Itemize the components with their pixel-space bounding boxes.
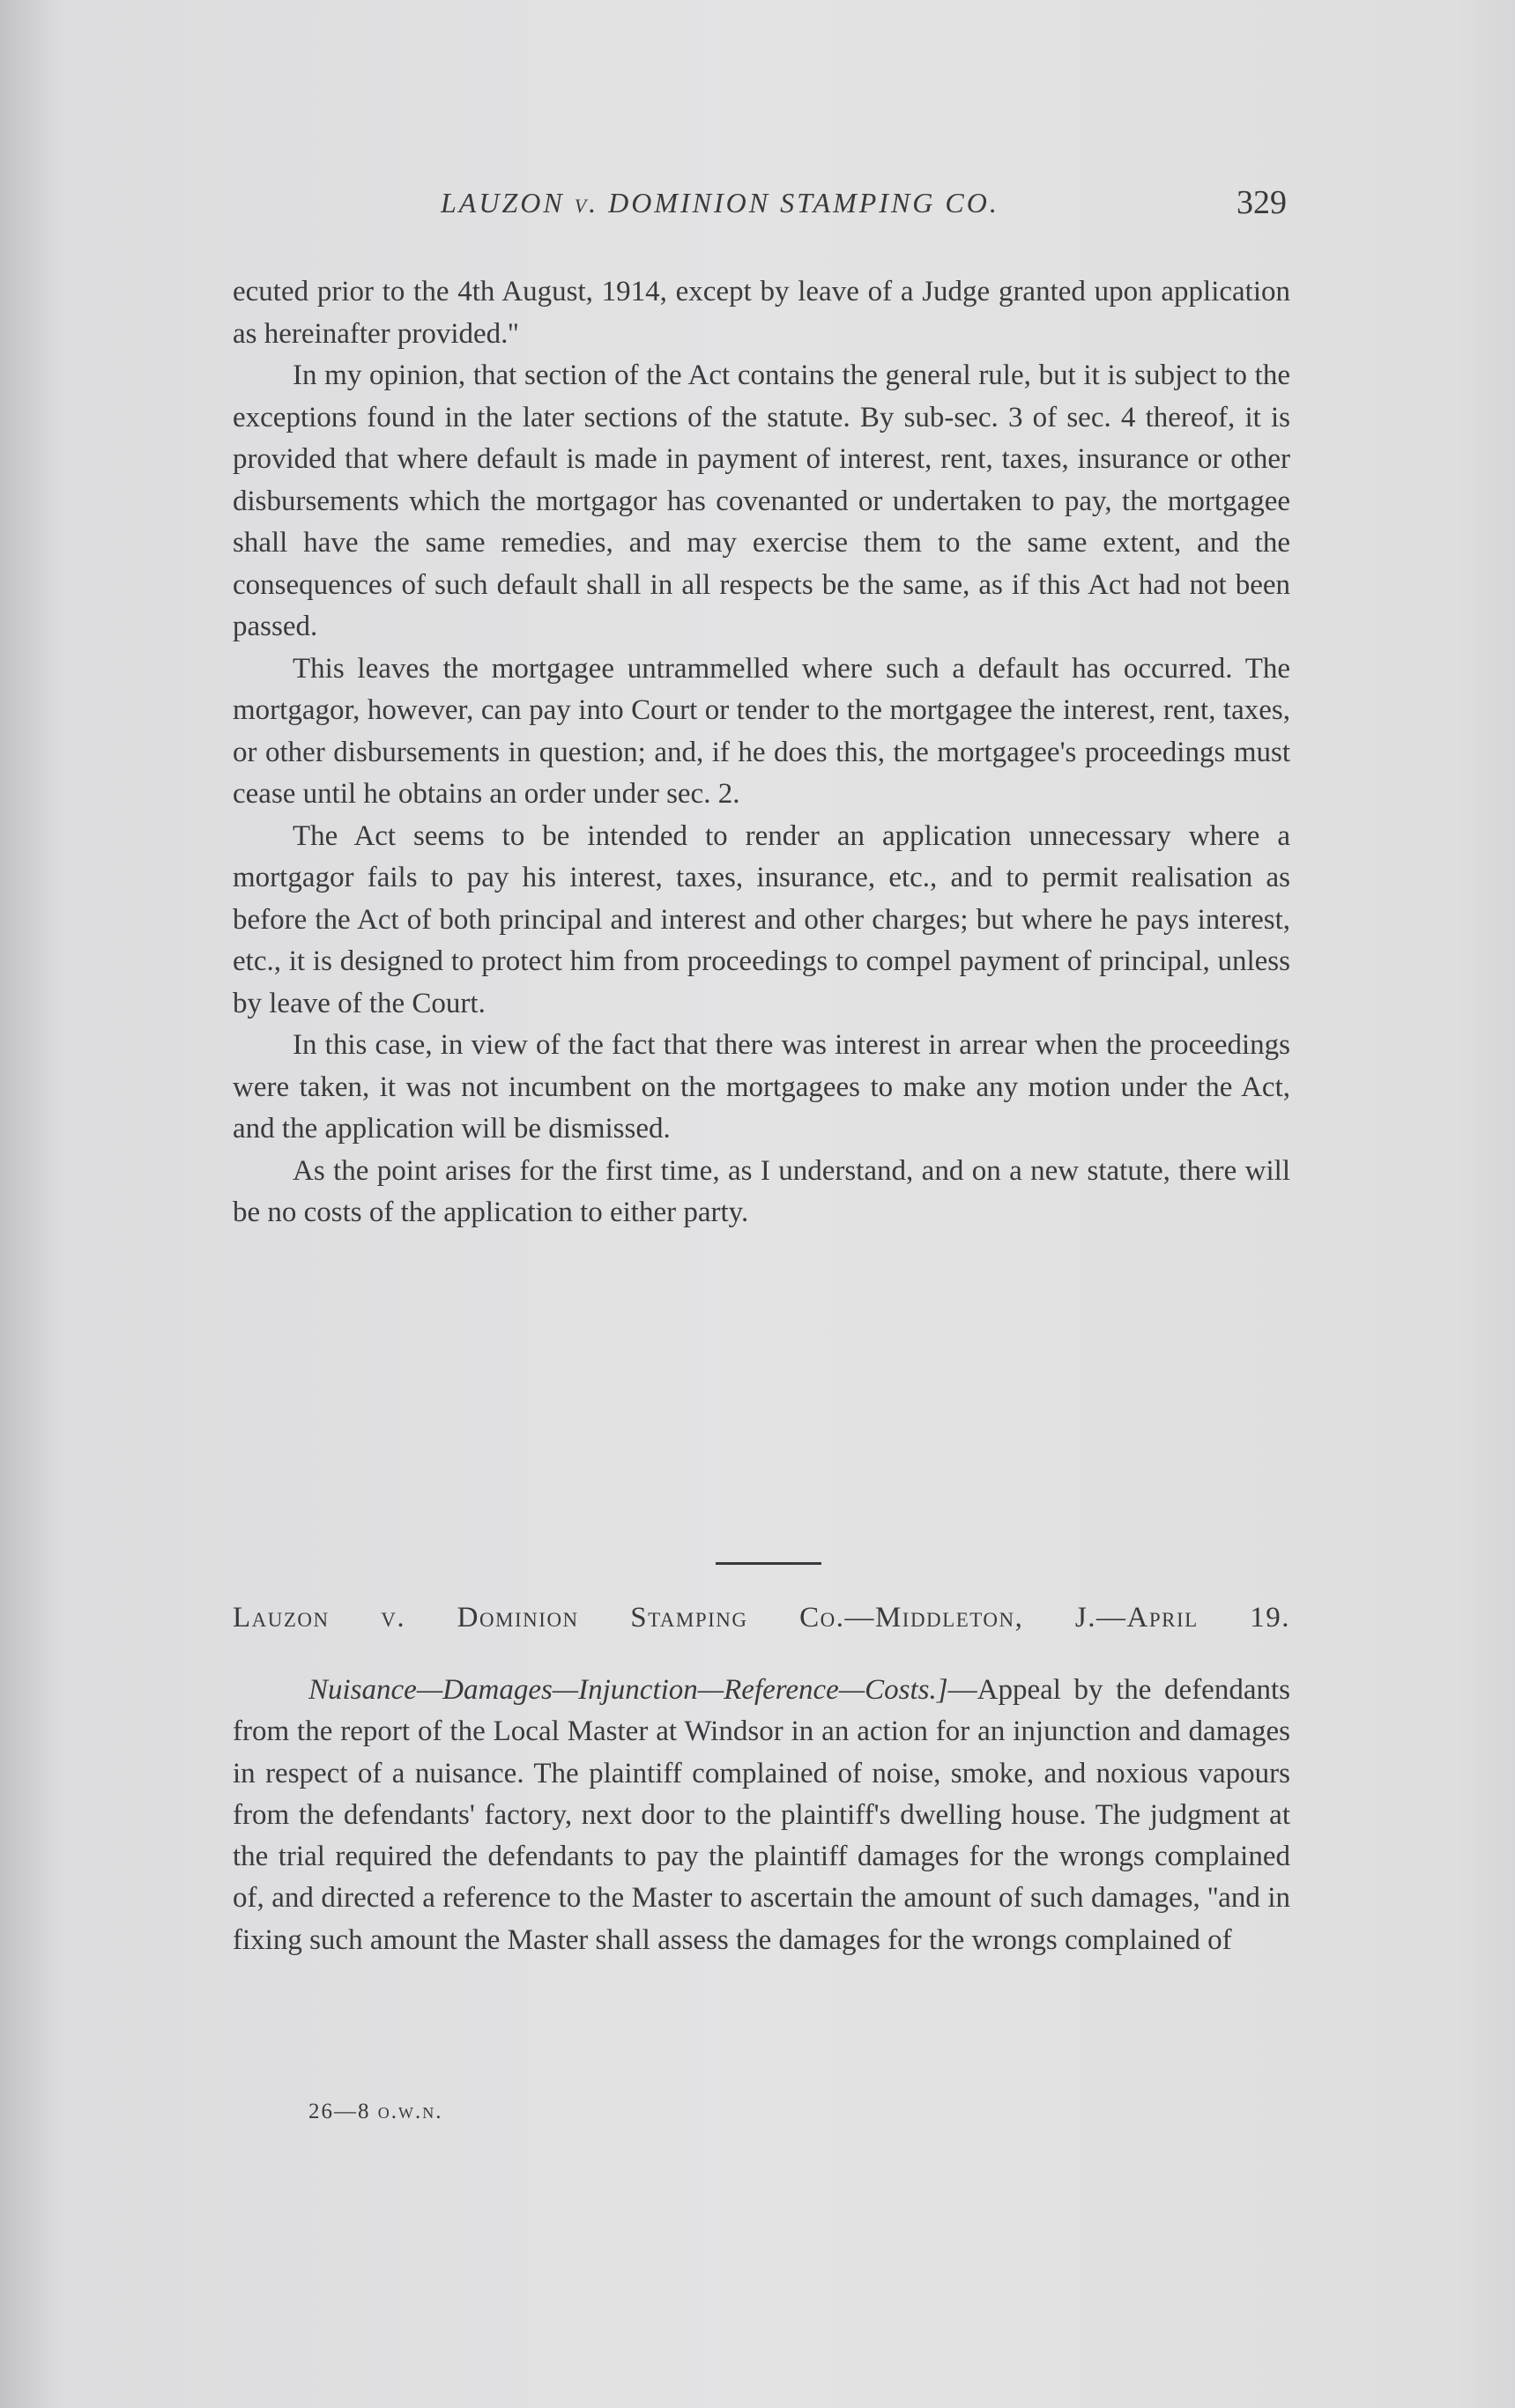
case-paragraph <box>233 1670 1290 1961</box>
running-title: LAUZON v. DOMINION STAMPING CO. <box>441 187 999 219</box>
case-summary <box>233 1670 1290 1961</box>
paragraph: This leaves the mortgagee untrammelled where such a default has occurred. The mortgagor, however, can pay into Court or tender to the mortgagee the interest, rent, taxes, or other disbursements in question; and, if he does this, the mortgagee's proceedings must cease until he obtains an order under sec. 2. <box>233 652 1290 810</box>
paragraph: In my opinion, that section of the Act contains the general rule, but it is subject to the exceptions found in the later sections of the statute. By sub-sec. 3 of sec. 4 thereof, it is provided that where default is made in payment of interest, rent, taxes, insurance or other disbursements which the mortgagor has covenanted or undertaken to pay, the mortgagee shall have the same remedies, and may exercise them to the same extent, and the consequences of such default shall in all respects be the same, as if this Act had not been passed. <box>233 359 1290 642</box>
paragraph: ecuted prior to the 4th August, 1914, except by leave of a Judge granted upon application as hereinafter provided.'' <box>233 276 1290 350</box>
judgment-text <box>233 271 1290 1234</box>
paragraph: In this case, in view of the fact that there was interest in arrear when the proceedings were taken, it was not incumbent on the mortgagees to make any motion under the Act, and the application will be dismissed. <box>233 1029 1290 1145</box>
section-divider <box>716 1562 821 1565</box>
page-header <box>229 184 1287 231</box>
page-number: 329 <box>1237 184 1287 221</box>
case-heading: Lauzon v. Dominion Stamping Co.—Middleton, J.—April 19. <box>233 1602 1290 1634</box>
paragraph: As the point arises for the first time, as I understand, and on a new statute, there will be no costs of the application to either party. <box>233 1154 1290 1228</box>
paragraph: The Act seems to be intended to render an application unnecessary where a mortgagor fails to pay his interest, taxes, insurance, etc., and to permit realisation as before the Act of both principal and interest and other charges; but where he pays interest, etc., it is designed to protect him from proceedings to compel payment of principal, unless by leave of the Court. <box>233 819 1290 1019</box>
signature-mark: 26—8 o.w.n. <box>308 2100 443 2123</box>
case-body: —Appeal by the defendants from the report of the Local Master at Windsor in an action for an injunction and damages in respect of a nuisance. The plaintiff complained of noise, smoke, and noxious vapours from the defendants' factory, next door to the plaintiff's dwelling house. The judgment at the trial required the defendants to pay the plaintiff damages for the wrongs complained of, and directed a reference to the Master to ascertain the amount of such damages, ''and in fixing such amount the Master shall assess the damages for the wrongs complained of <box>233 1674 1290 1956</box>
catchwords: Nuisance—Damages—Injunction—Reference—Costs.] <box>308 1674 948 1706</box>
